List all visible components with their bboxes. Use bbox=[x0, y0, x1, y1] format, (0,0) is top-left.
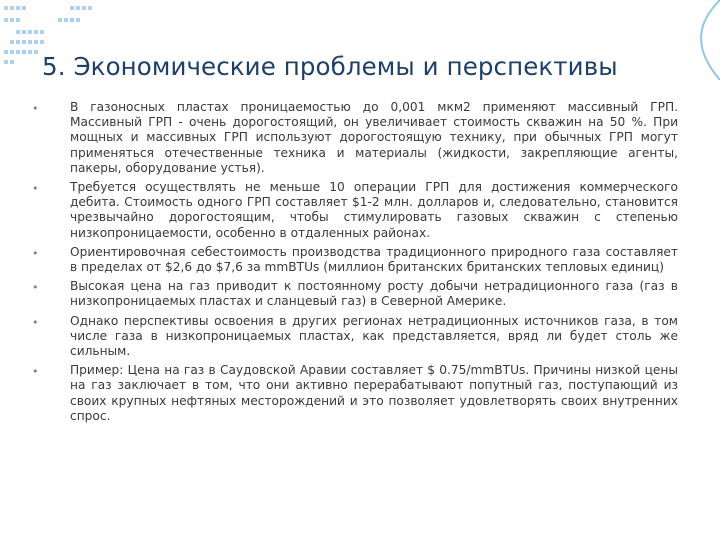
bullet-item bbox=[32, 314, 678, 360]
bullet-dot-icon: • bbox=[32, 365, 39, 379]
decorative-corner-curve bbox=[660, 0, 720, 80]
bullet-item bbox=[32, 363, 678, 424]
bullet-item bbox=[32, 245, 678, 275]
decorative-dot bbox=[16, 6, 20, 10]
decorative-dot bbox=[28, 40, 32, 44]
decorative-dot bbox=[28, 30, 32, 34]
decorative-dot bbox=[10, 60, 14, 64]
decorative-dot bbox=[10, 6, 14, 10]
decorative-dot bbox=[40, 40, 44, 44]
decorative-dot bbox=[22, 30, 26, 34]
decorative-dot bbox=[88, 6, 92, 10]
decorative-dot bbox=[4, 6, 8, 10]
bullet-dot-icon: • bbox=[32, 102, 39, 115]
bullet-text: Однако перспективы освоения в других регионах нетрадиционных источников газа, в том числе газа в низкопроницаемых пластах, как представляется, вряд ли будет столь же сильным. bbox=[70, 313, 678, 359]
decorative-dot bbox=[16, 50, 20, 54]
bullet-item bbox=[32, 100, 678, 176]
decorative-dot bbox=[34, 30, 38, 34]
decorative-dot bbox=[10, 18, 14, 22]
bullet-text: Высокая цена на газ приводит к постоянному росту добычи нетрадиционного газа (газ в низкопроницаемых пластах и сланцевый газ) в Северной Америке. bbox=[70, 279, 678, 309]
decorative-dot bbox=[64, 18, 68, 22]
decorative-dot bbox=[76, 18, 80, 22]
decorative-dot bbox=[22, 50, 26, 54]
slide-title: 5. Экономические проблемы и перспективы bbox=[42, 52, 618, 81]
bullet-list bbox=[32, 100, 678, 428]
decorative-dot bbox=[76, 6, 80, 10]
decorative-dot bbox=[34, 40, 38, 44]
decorative-dot bbox=[34, 50, 38, 54]
decorative-dot bbox=[22, 6, 26, 10]
bullet-text: В газоносных пластах проницаемостью до 0,001 мкм2 применяют массивный ГРП. Массивный ГРП - очень дорогостоящий, он увеличивает стоимость скважин на 50 %. При мощных и массивных ГРП используют дорогостоящую технику, при обычных ГРП могут применяться отечественные техника и материалы (жидкости, закрепляющие агенты, пакеры, оборудование устья). bbox=[70, 100, 678, 175]
bullet-text: Пример: Цена на газ в Саудовской Аравии составляет $ 0.75/mmBTUs. Причины низкой цены на газ заключает в том, что они активно перерабатывают попутный газ, поступающий из своих крупных нефтяных месторождений и это позволяет удовлетворять своих внутренних спрос. bbox=[70, 363, 678, 423]
bullet-item bbox=[32, 180, 678, 241]
decorative-dot bbox=[58, 18, 62, 22]
decorative-dot bbox=[4, 50, 8, 54]
decorative-dot bbox=[82, 6, 86, 10]
bullet-text: Требуется осуществлять не меньше 10 операции ГРП для достижения коммерческого дебита. Стоимость одного ГРП составляет $1-2 млн. долларов и, следовательно, становится чрезвычайно дорогостоящим, чтобы стимулировать газовых скважин с степенью низкопроницаемости, особенно в отдаленных районах. bbox=[70, 180, 678, 240]
decorative-dot bbox=[40, 30, 44, 34]
bullet-dot-icon: • bbox=[32, 281, 39, 295]
decorative-dot bbox=[16, 40, 20, 44]
bullet-text: Ориентировочная себестоимость производства традиционного природного газа составляет в пределах от $2,6 до $7,6 за mmBTUs (миллион британских британских тепловых единиц) bbox=[70, 244, 678, 275]
bullet-dot-icon: • bbox=[32, 182, 39, 196]
decorative-dot bbox=[16, 18, 20, 22]
decorative-dot bbox=[22, 40, 26, 44]
bullet-dot-icon: • bbox=[32, 246, 39, 260]
decorative-dot bbox=[4, 18, 8, 22]
decorative-dot bbox=[4, 60, 8, 64]
bullet-item bbox=[32, 279, 678, 309]
decorative-dot bbox=[10, 50, 14, 54]
decorative-dot bbox=[10, 40, 14, 44]
decorative-dot bbox=[16, 30, 20, 34]
decorative-dot bbox=[70, 6, 74, 10]
bullet-dot-icon: • bbox=[32, 315, 39, 329]
decorative-dot bbox=[70, 18, 74, 22]
decorative-dot bbox=[28, 50, 32, 54]
